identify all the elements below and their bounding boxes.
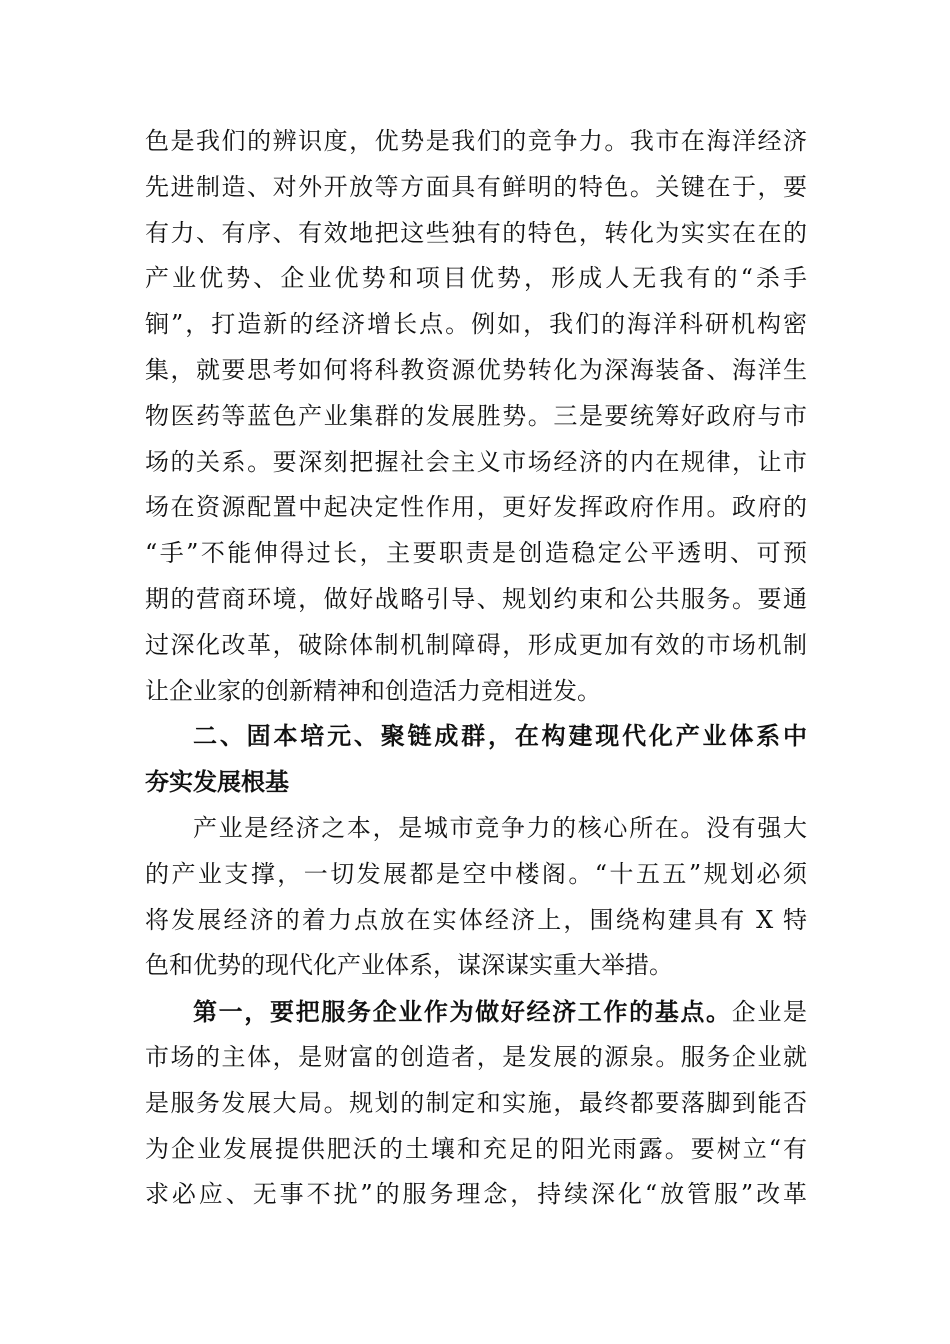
text-line xyxy=(145,256,807,302)
line-text: 为企业发展提供肥沃的土壤和充足的阳光雨露。要树立“有 xyxy=(145,1134,807,1163)
text-line xyxy=(145,302,807,348)
text-line xyxy=(145,348,807,394)
text-line xyxy=(145,669,807,715)
line-text: 产业是经济之本，是城市竞争力的核心所在。没有强大 xyxy=(193,813,807,842)
line-text: 色是我们的辨识度，优势是我们的竞争力。我市在海洋经济 xyxy=(145,127,807,155)
text-line xyxy=(145,1127,807,1173)
text-line xyxy=(145,806,807,852)
text-line xyxy=(145,531,807,577)
text-line xyxy=(145,577,807,623)
text-line xyxy=(145,119,807,165)
text-line xyxy=(145,394,807,440)
paragraph xyxy=(145,119,807,714)
line-text: 的产业支撑，一切发展都是空中楼阁。“十五五”规划必须 xyxy=(145,859,807,888)
text-line xyxy=(145,898,807,944)
line-text: 求必应、无事不扰”的服务理念，持续深化“放管服”改革 xyxy=(145,1180,807,1209)
line-text: 集，就要思考如何将科教资源优势转化为深海装备、海洋生 xyxy=(145,355,807,384)
text-line xyxy=(145,760,807,806)
section-heading xyxy=(145,714,807,806)
text-line xyxy=(145,485,807,531)
text-line xyxy=(145,714,807,760)
line-text: 将发展经济的着力点放在实体经济上，围绕构建具有 X 特 xyxy=(145,905,807,934)
line-text: “手”不能伸得过长，主要职责是创造稳定公平透明、可预 xyxy=(145,539,807,568)
text-line xyxy=(145,165,807,211)
line-text: 二、固本培元、聚链成群，在构建现代化产业体系中 xyxy=(193,722,807,751)
paragraph xyxy=(145,806,807,989)
text-line xyxy=(145,1035,807,1081)
line-text: 夯实发展根基 xyxy=(145,768,289,797)
lead-sentence: 第一，要把服务企业作为做好经济工作的基点。 xyxy=(193,997,732,1027)
line-text: 过深化改革，破除体制机制障碍，形成更加有效的市场机制 xyxy=(145,630,807,659)
text-line xyxy=(145,623,807,669)
text-line xyxy=(145,943,807,989)
line-text: 企业是 xyxy=(731,998,807,1027)
line-text: 有力、有序、有效地把这些独有的特色，转化为实实在在的 xyxy=(145,218,807,247)
line-text: 是服务发展大局。规划的制定和实施，最终都要落脚到能否 xyxy=(145,1088,807,1117)
line-text: 产业优势、企业优势和项目优势，形成人无我有的“杀手 xyxy=(145,264,807,293)
line-text: 让企业家的创新精神和创造活力竞相迸发。 xyxy=(145,676,601,705)
text-line xyxy=(145,1081,807,1127)
line-text: 市场的主体，是财富的创造者，是发展的源泉。服务企业就 xyxy=(145,1042,807,1071)
paragraph xyxy=(145,989,807,1218)
line-text: 色和优势的现代化产业体系，谋深谋实重大举措。 xyxy=(145,951,673,980)
line-text: 锏”，打造新的经济增长点。例如，我们的海洋科研机构密 xyxy=(145,310,807,339)
line-text: 先进制造、对外开放等方面具有鲜明的特色。关键在于，要 xyxy=(145,172,807,201)
line-text: 物医药等蓝色产业集群的发展胜势。三是要统筹好政府与市 xyxy=(145,401,807,430)
line-text: 场的关系。要深刻把握社会主义市场经济的内在规律，让市 xyxy=(145,447,807,476)
text-line xyxy=(145,989,807,1035)
text-line xyxy=(145,440,807,486)
text-line xyxy=(145,211,807,257)
text-line xyxy=(145,1172,807,1218)
line-text: 期的营商环境，做好战略引导、规划约束和公共服务。要通 xyxy=(145,584,807,613)
document-body xyxy=(145,119,807,1218)
text-line xyxy=(145,852,807,898)
line-text: 场在资源配置中起决定性作用，更好发挥政府作用。政府的 xyxy=(145,493,807,522)
